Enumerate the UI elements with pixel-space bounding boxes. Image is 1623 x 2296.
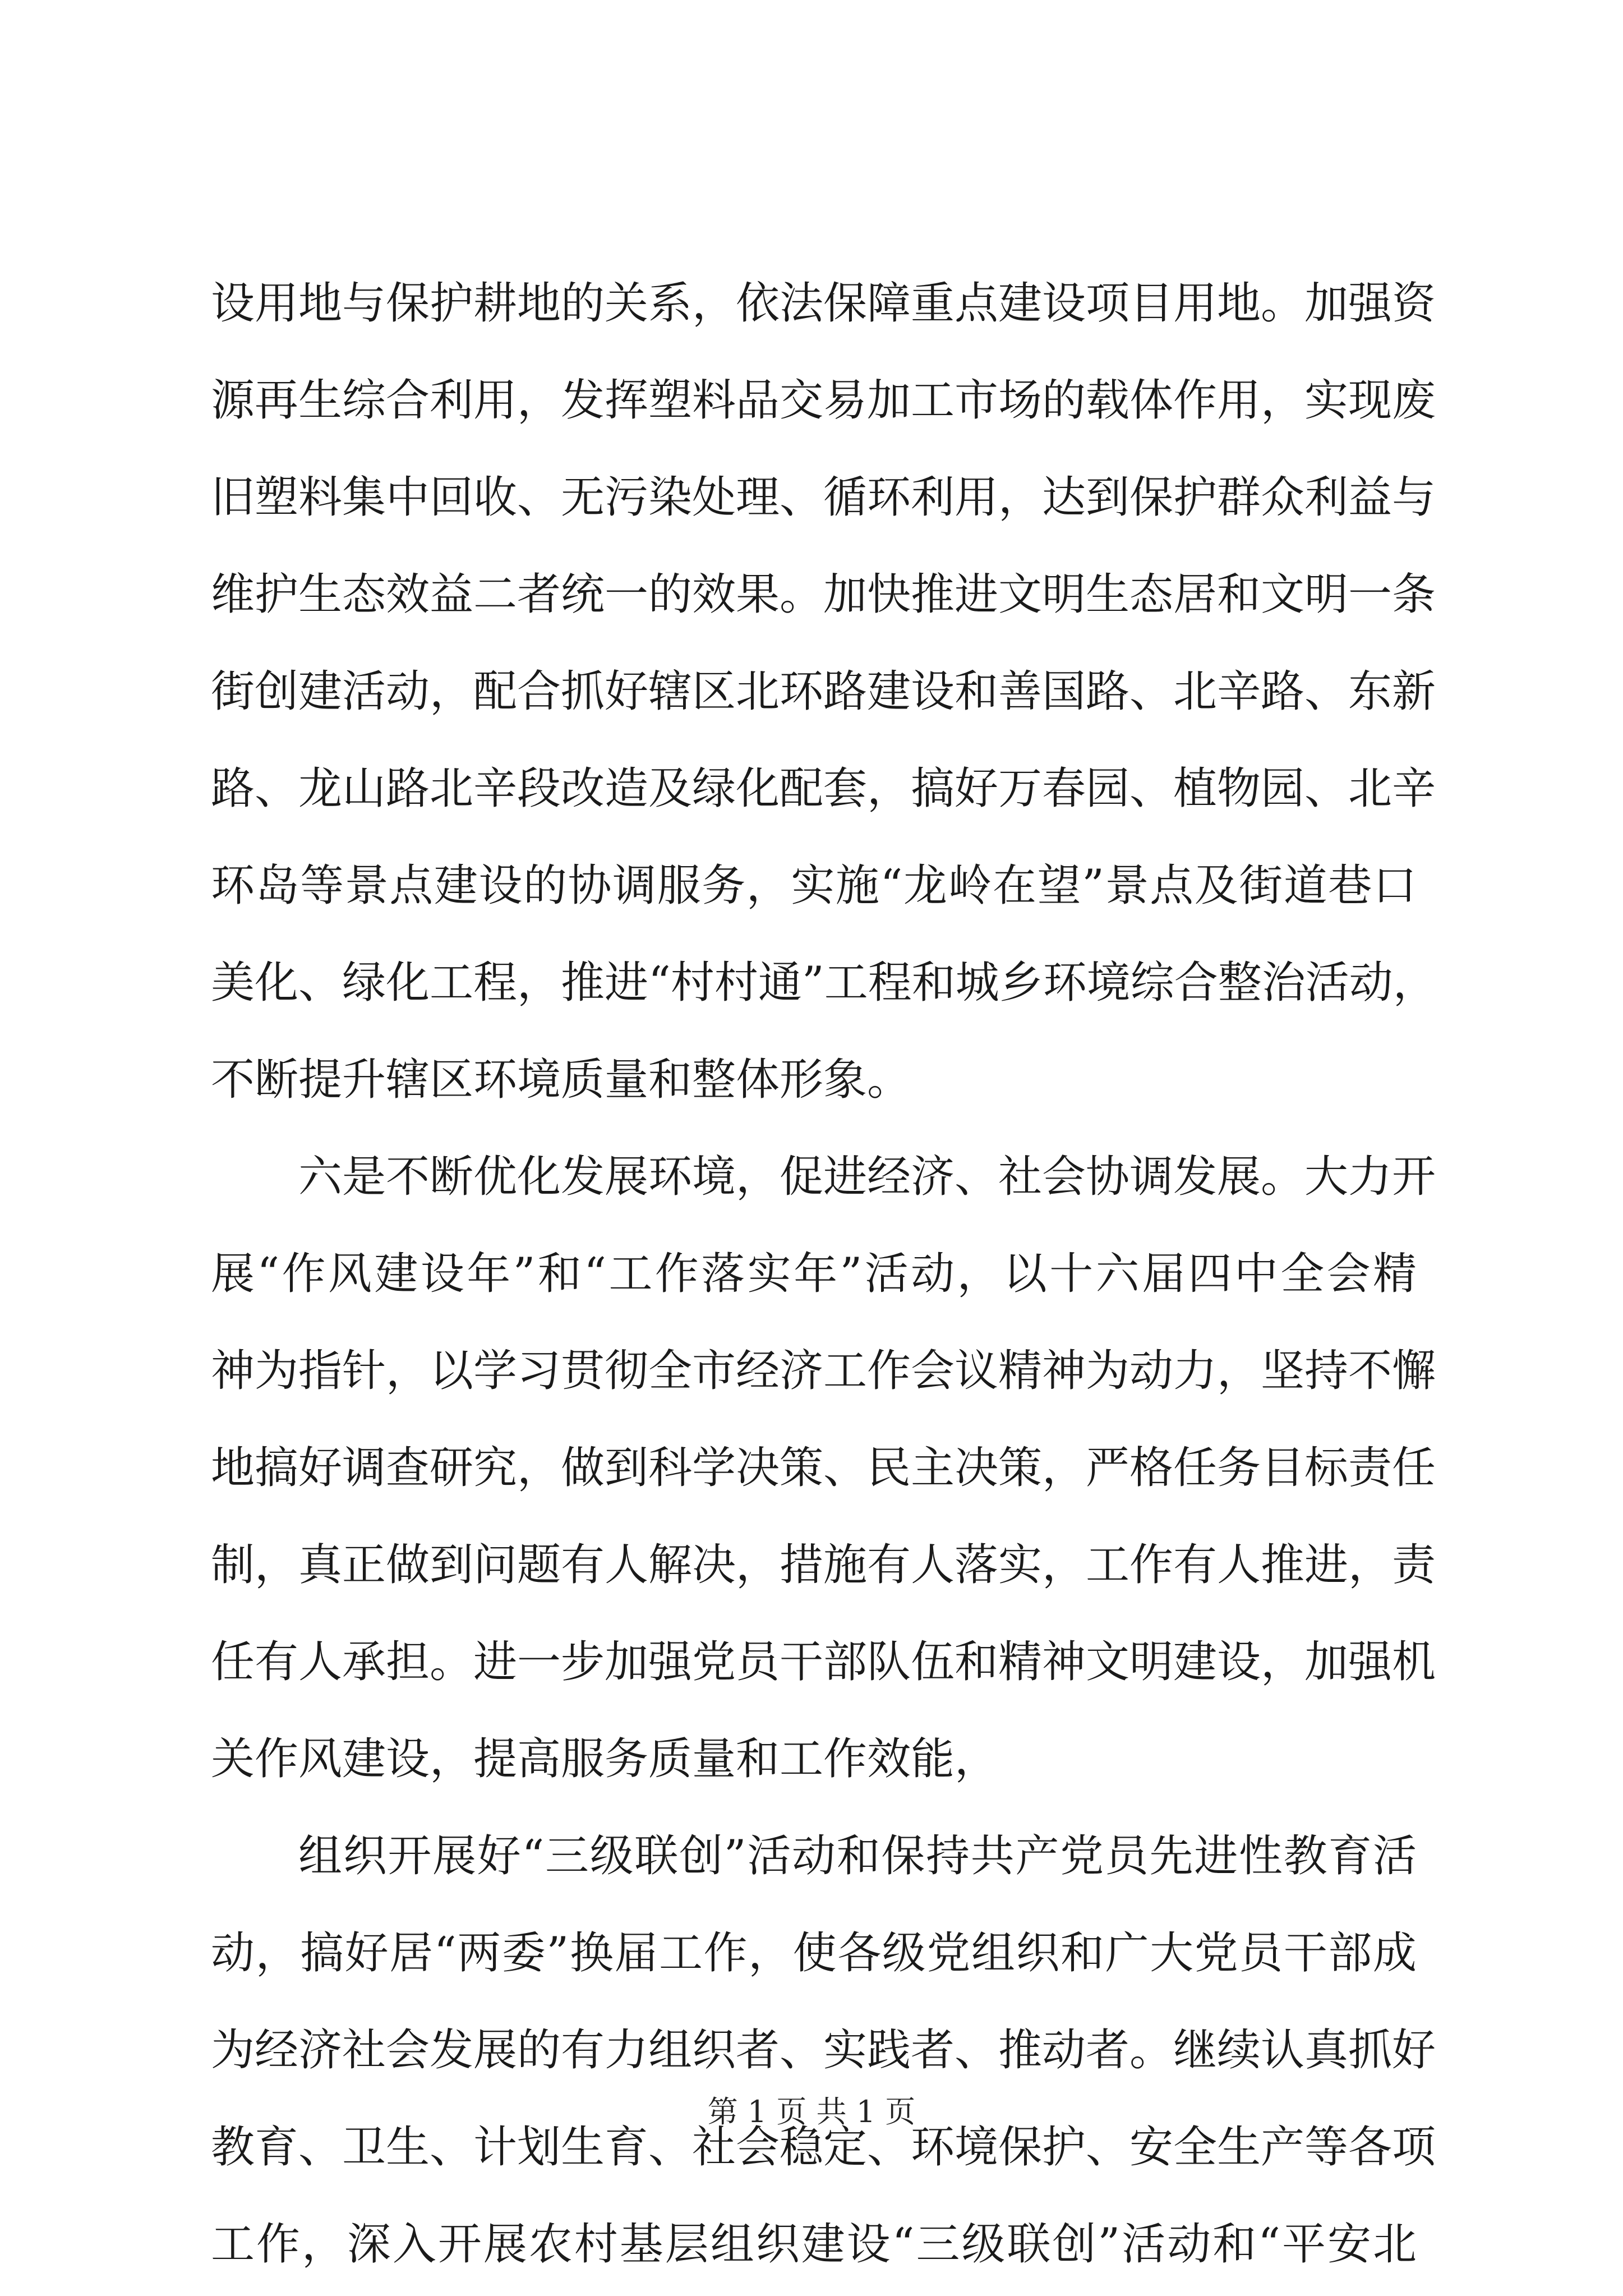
text-line: 关作风建设，提高服务质量和工作效能， <box>211 1734 999 1784</box>
text-line: 设用地与保护耕地的关系，依法保障重点建设项目用地。加强资 <box>211 278 1436 329</box>
text-line: 制，真正做到问题有人解决，措施有人落实，工作有人推进，责 <box>211 1540 1436 1590</box>
paragraph <box>211 1808 1436 2293</box>
text-line: 地搞好调查研究，做到科学决策、民主决策，严格任务目标责任 <box>211 1443 1436 1493</box>
text-line: 动，搞好居“两委”换届工作，使各级党组织和广大党员干部成 <box>211 1928 1417 1978</box>
text-line: 维护生态效益二者统一的效果。加快推进文明生态居和文明一条 <box>211 569 1436 620</box>
text-line: 源再生综合利用，发挥塑料品交易加工市场的载体作用，实现废 <box>211 375 1436 426</box>
text-line: 任有人承担。进一步加强党员干部队伍和精神文明建设，加强机 <box>211 1637 1436 1687</box>
page-number: 第 1 页 共 1 页 <box>707 2094 916 2129</box>
text-line: 组织开展好“三级联创”活动和保持共产党员先进性教育活 <box>298 1831 1417 1881</box>
text-line: 为经济社会发展的有力组织者、实践者、推动者。继续认真抓好 <box>211 2025 1436 2076</box>
page-footer <box>0 2092 1623 2132</box>
text-line: 六是不断优化发展环境，促进经济、社会协调发展。大力开 <box>298 1152 1436 1202</box>
paragraph <box>211 255 1437 1129</box>
text-line: 旧塑料集中回收、无污染处理、循环利用，达到保护群众利益与 <box>211 472 1436 523</box>
text-line: 路、龙山路北辛段改造及绿化配套，搞好万春园、植物园、北辛 <box>211 763 1436 814</box>
text-line: 展“作风建设年”和“工作落实年”活动，以十六届四中全会精 <box>211 1249 1417 1299</box>
paragraph <box>211 1129 1436 1808</box>
text-line: 工作，深入开展农村基层组织建设“三级联创”活动和“平安北 <box>211 2219 1417 2270</box>
text-line: 神为指针，以学习贯彻全市经济工作会议精神为动力，坚持不懈 <box>211 1346 1436 1396</box>
text-line: 教育、卫生、计划生育、社会稳定、环境保护、安全生产等各项 <box>211 2122 1436 2173</box>
text-line: 不断提升辖区环境质量和整体形象。 <box>211 1055 911 1105</box>
text-line: 美化、绿化工程，推进“村村通”工程和城乡环境综合整治活动， <box>211 958 1437 1008</box>
text-line: 街创建活动，配合抓好辖区北环路建设和善国路、北辛路、东新 <box>211 666 1436 717</box>
text-line: 环岛等景点建设的协调服务，实施“龙岭在望”景点及街道巷口 <box>211 861 1417 911</box>
body-text <box>211 255 1437 2293</box>
